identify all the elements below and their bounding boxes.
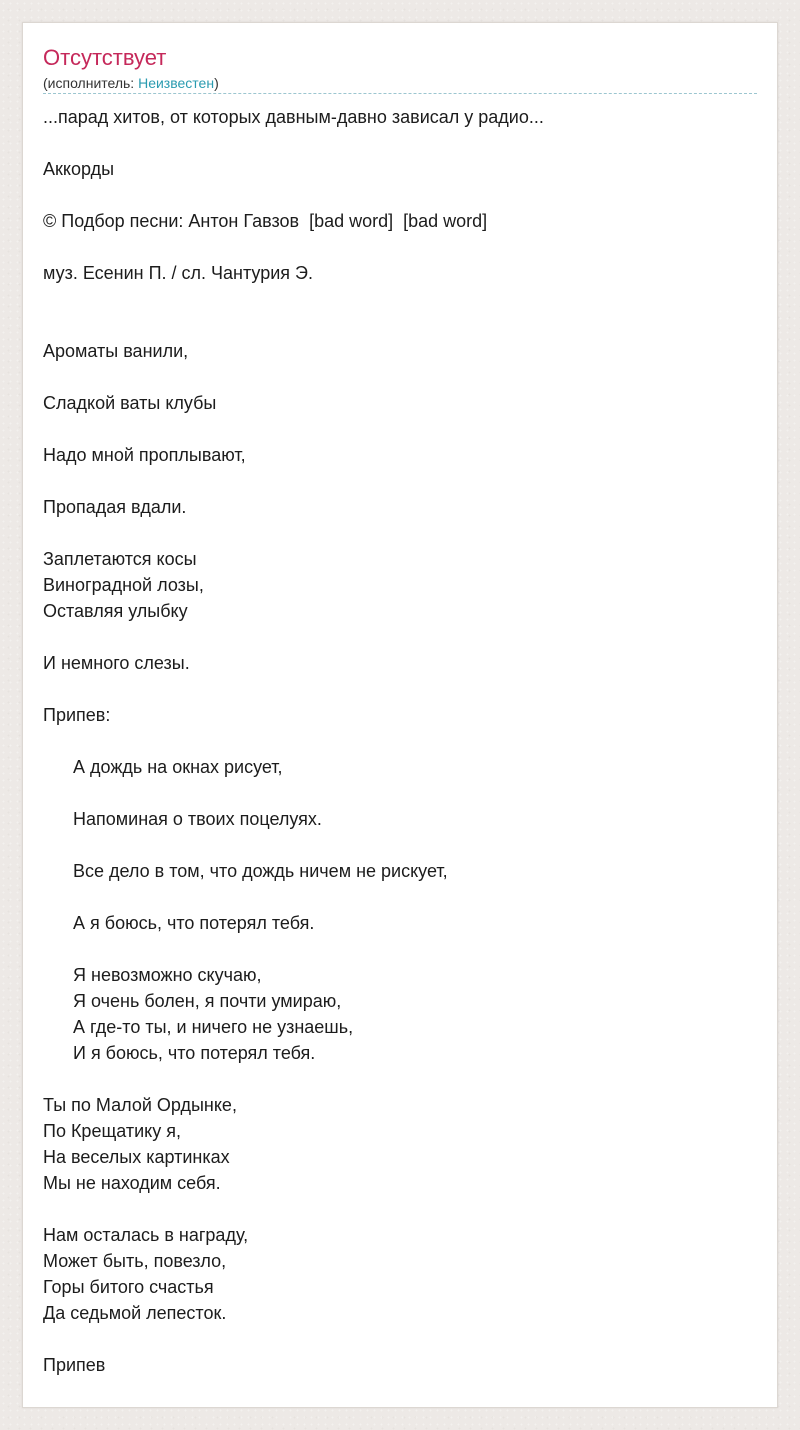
lyric-line	[43, 676, 757, 702]
lyric-line: Сладкой ваты клубы	[43, 393, 217, 413]
lyric-line: Напоминая о твоих поцелуях.	[73, 809, 322, 829]
lyric-line	[43, 130, 757, 156]
lyric-line	[43, 182, 757, 208]
lyric-line	[43, 520, 757, 546]
lyric-line: Мы не находим себя.	[43, 1173, 221, 1193]
lyric-line: © Подбор песни: Антон Гавзов [bad word] [bad word]	[43, 211, 488, 231]
lyric-line: Надо мной проплывают,	[43, 445, 246, 465]
performer-line	[43, 74, 219, 92]
lyric-line: Ты по Малой Ордынке,	[43, 1095, 237, 1115]
lyric-line: Ароматы ванили,	[43, 341, 189, 361]
lyric-line	[43, 364, 757, 390]
lyric-line	[43, 468, 757, 494]
lyric-line: А дождь на окнах рисует,	[73, 757, 283, 777]
lyric-line: Да седьмой лепесток.	[43, 1303, 227, 1323]
lyric-line	[43, 936, 757, 962]
lyric-line	[43, 234, 757, 260]
lyric-line: На веселых картинках	[43, 1147, 230, 1167]
lyric-line	[43, 1196, 757, 1222]
lyric-line: Заплетаются косы	[43, 549, 197, 569]
lyrics-card	[22, 22, 778, 1408]
lyric-line: А я боюсь, что потерял тебя.	[73, 913, 315, 933]
lyric-line: Может быть, повезло,	[43, 1251, 227, 1271]
lyric-line: Все дело в том, что дождь ничем не рискует,	[73, 861, 448, 881]
title-divider	[43, 93, 757, 94]
lyric-line: Припев:	[43, 705, 111, 725]
lyric-line: муз. Есенин П. / сл. Чантурия Э.	[43, 263, 313, 283]
lyric-line	[43, 416, 757, 442]
lyric-line	[43, 624, 757, 650]
lyric-line	[43, 832, 757, 858]
lyric-line: Горы битого счастья	[43, 1277, 214, 1297]
lyric-line: Нам осталась в награду,	[43, 1225, 249, 1245]
lyrics-text	[43, 104, 757, 1378]
lyric-line	[43, 1066, 757, 1092]
lyric-line	[43, 286, 757, 312]
lyric-line: Аккорды	[43, 159, 115, 179]
lyric-line	[43, 728, 757, 754]
lyric-line: И немного слезы.	[43, 653, 190, 673]
lyric-line: Я очень болен, я почти умираю,	[73, 991, 342, 1011]
performer-link[interactable]: Неизвестен	[138, 75, 215, 91]
lyric-line: Я невозможно скучаю,	[73, 965, 262, 985]
song-title: Отсутствует	[43, 45, 167, 70]
lyric-line	[43, 1326, 757, 1352]
lyric-line: Виноградной лозы,	[43, 575, 204, 595]
performer-prefix: (исполнитель:	[43, 75, 139, 91]
lyric-line	[43, 780, 757, 806]
lyric-line: А где-то ты, и ничего не узнаешь,	[73, 1017, 354, 1037]
lyric-line	[43, 884, 757, 910]
lyric-line: И я боюсь, что потерял тебя.	[73, 1043, 316, 1063]
performer-suffix: )	[214, 75, 219, 91]
lyric-line: Припев	[43, 1355, 106, 1375]
lyric-line: Пропадая вдали.	[43, 497, 187, 517]
lyric-line: По Крещатику я,	[43, 1121, 182, 1141]
lyric-line: Оставляя улыбку	[43, 601, 188, 621]
lyric-line	[43, 312, 757, 338]
lyric-line: ...парад хитов, от которых давным-давно зависал у радио...	[43, 107, 544, 127]
